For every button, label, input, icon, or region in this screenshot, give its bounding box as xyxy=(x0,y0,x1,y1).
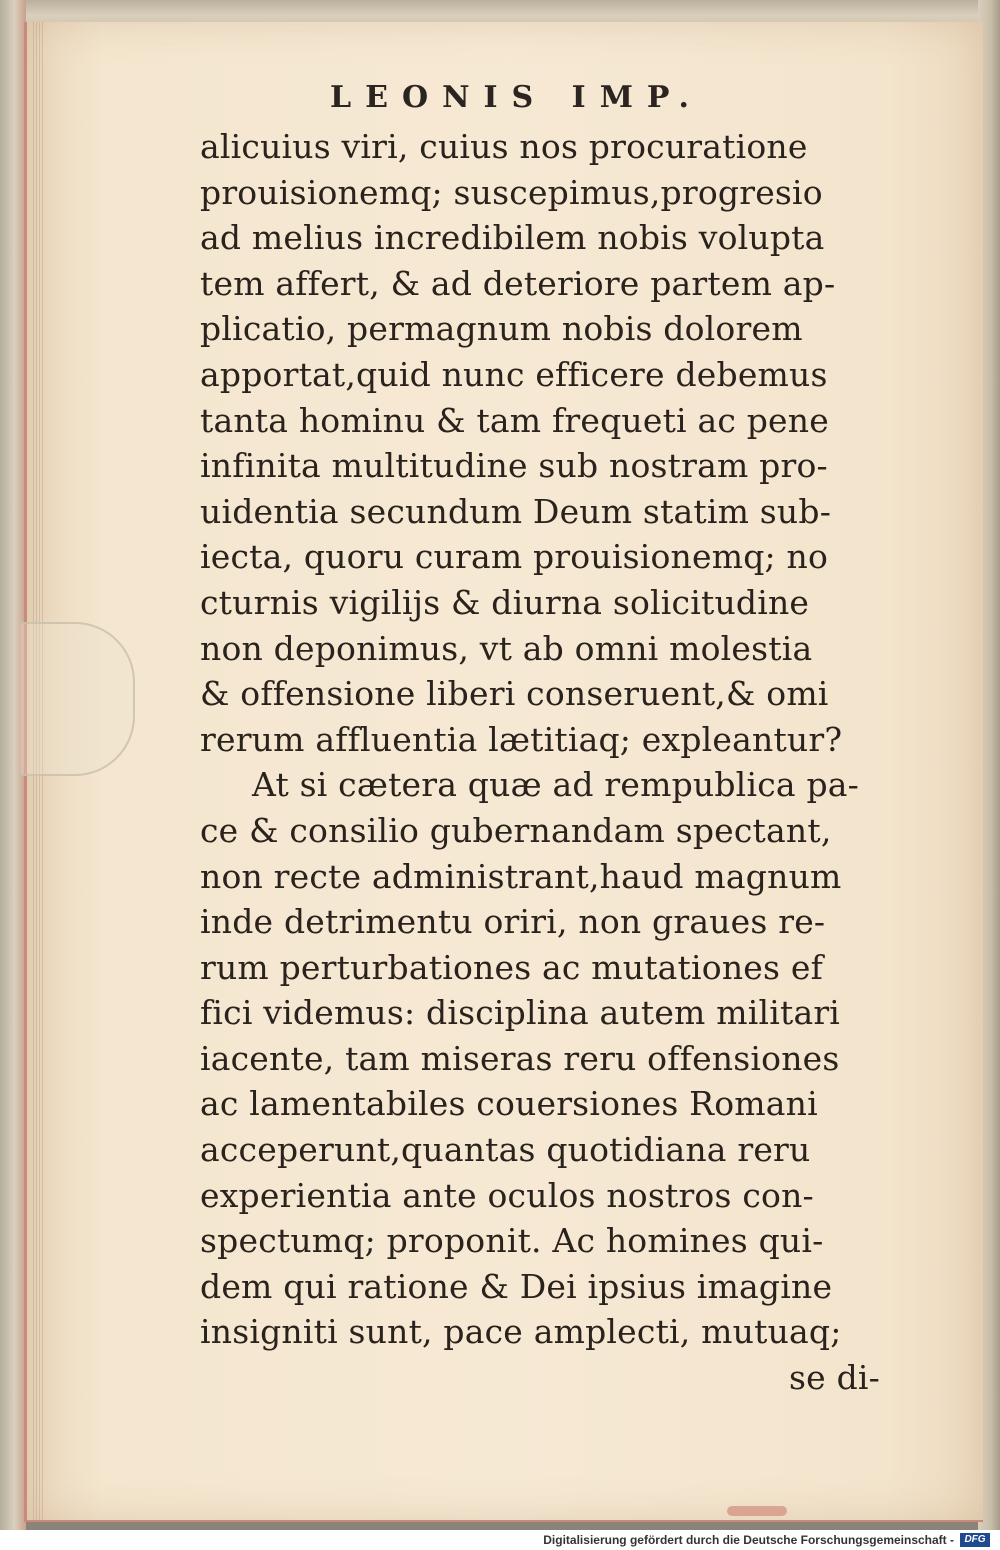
text-line: ce & consilio gubernandam spectant, xyxy=(200,810,832,850)
catchword: se di- xyxy=(789,1358,880,1398)
text-line: acceperunt,quantas quotidiana reru xyxy=(200,1130,811,1170)
text-line: dem qui ratione & Dei ipsius imagine xyxy=(200,1266,833,1306)
text-line: ac lamentabiles couersiones Romani xyxy=(200,1084,818,1124)
running-head: LEONIS IMP. xyxy=(330,80,703,115)
text-line: iecta, quoru curam prouisionemq; no xyxy=(200,537,829,577)
text-line: infinita multitudine sub nostram pro- xyxy=(200,446,828,486)
paragraph-start-line: At si cætera quæ ad rempublica pa- xyxy=(252,765,859,805)
text-line: tem affert, & ad deteriore partem ap- xyxy=(200,263,836,303)
text-line: ad melius incredibilem nobis volupta xyxy=(200,218,825,258)
text-line: experientia ante oculos nostros con- xyxy=(200,1175,814,1215)
body-text xyxy=(200,124,880,1401)
text-line: prouisionemq; suscepimus,progresio xyxy=(200,172,823,212)
dfg-logo-icon: DFG xyxy=(960,1533,990,1547)
text-line: tanta hominu & tam frequeti ac pene xyxy=(200,400,829,440)
text-line: apportat,quid nunc efficere debemus xyxy=(200,354,828,394)
text-line: insigniti sunt, pace amplecti, mutuaq; xyxy=(200,1312,842,1352)
text-line: cturnis vigilijs & diurna solicitudine xyxy=(200,582,810,622)
digitization-credit: Digitalisierung gefördert durch die Deutsche Forschungsgemeinschaft - xyxy=(543,1533,954,1547)
text-line: non recte administrant,haud magnum xyxy=(200,856,842,896)
text-line: inde detrimentu oriri, non graues re- xyxy=(200,902,826,942)
text-line: non deponimus, vt ab omni molestia xyxy=(200,628,813,668)
text-line: uidentia secundum Deum statim sub- xyxy=(200,491,832,531)
text-line: alicuius viri, cuius nos procuratione xyxy=(200,127,808,166)
text-line: rum perturbationes ac mutationes ef xyxy=(200,947,823,987)
text-line: rerum affluentia lætitiaq; expleantur? xyxy=(200,719,843,759)
page-edge-stain xyxy=(727,1506,787,1516)
page-clip-impression xyxy=(21,622,135,776)
text-line: & offensione liberi conseruent,& omi xyxy=(200,674,829,714)
text-line: fici videmus: disciplina autem militari xyxy=(200,993,841,1033)
text-line: iacente, tam miseras reru offensiones xyxy=(200,1038,840,1078)
text-line: plicatio, permagnum nobis dolorem xyxy=(200,309,803,349)
text-line: spectumq; proponit. Ac homines qui- xyxy=(200,1221,824,1261)
